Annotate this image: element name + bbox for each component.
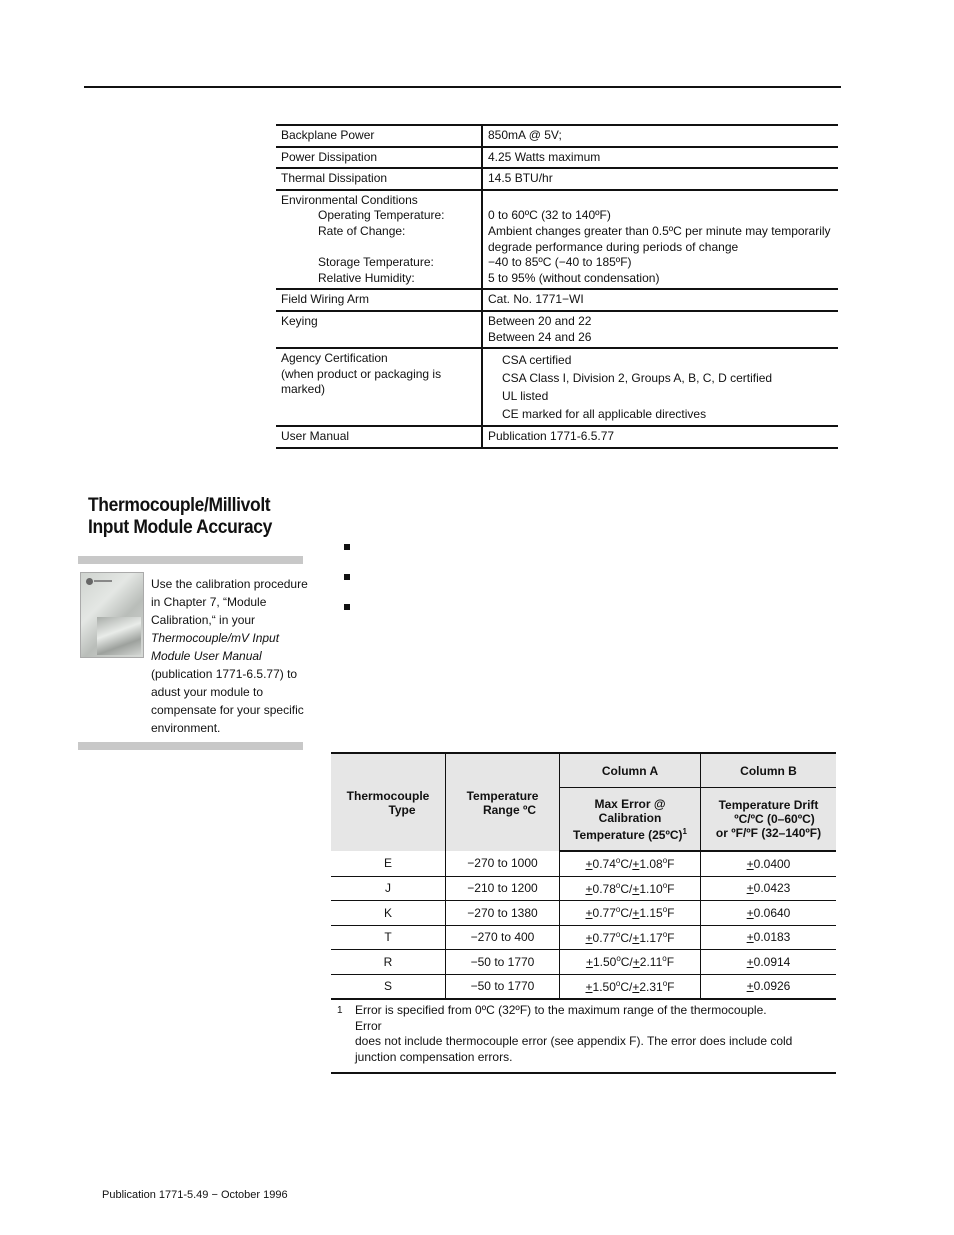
accuracy-header-row	[331, 753, 836, 788]
footnote-row	[331, 999, 836, 1073]
bullet-icon	[344, 544, 350, 550]
cell-range: −270 to 400	[446, 925, 560, 950]
spec-value: 850mA @ 5V;	[482, 125, 838, 147]
cell-type: K	[331, 901, 446, 926]
spec-value-environment	[482, 190, 838, 290]
spec-row-agency	[276, 348, 838, 426]
cell-range: −270 to 1000	[446, 851, 560, 876]
cell-range: −210 to 1200	[446, 876, 560, 901]
agency-label-3: marked)	[281, 382, 326, 397]
cell-range: −50 to 1770	[446, 950, 560, 975]
op-temp-label: Operating Temperature:	[318, 208, 445, 223]
header-max-error: Max Error @ Calibration Temperature (25ºC)$^1$	[560, 788, 701, 852]
table-row	[331, 876, 836, 901]
cell-drift: +0.0183	[701, 925, 837, 950]
header-column-b: Column B	[701, 753, 837, 788]
cert-item: CSA Class I, Division 2, Groups A, B, C, D certified	[502, 371, 773, 386]
humidity-label: Relative Humidity:	[318, 270, 415, 285]
cell-drift: +0.0914	[701, 950, 837, 975]
rate-label: Rate of Change:	[318, 223, 406, 238]
op-temp-value: 0 to 60ºC (32 to 140ºF)	[488, 208, 611, 223]
cell-type: E	[331, 851, 446, 876]
table-row	[331, 851, 836, 876]
cell-type: R	[331, 950, 446, 975]
agency-label-1: Agency Certification	[281, 351, 388, 366]
bullet-icon	[344, 604, 350, 610]
table-footnote: 1 Error is specified from 0ºC (32ºF) to the maximum range of the thermocouple. Error does not include thermocouple error (see appendix F). The error does include cold junction compensation errors.	[331, 999, 836, 1073]
spec-value: Cat. No. 1771−WI	[482, 289, 838, 311]
spec-row-thermal-dissipation	[276, 168, 838, 190]
cell-max-error: $+0.74^oC/+1.08^oF$	[560, 851, 701, 876]
cell-max-error: $+0.78^oC/+1.10^oF$	[560, 876, 701, 901]
cell-max-error: $+1.50^oC/+2.11^oF$	[560, 950, 701, 975]
spec-label-environment	[276, 190, 482, 290]
spec-label: Thermal Dissipation	[276, 168, 482, 190]
rate-value-2: degrade performance during periods of change	[488, 239, 739, 254]
environment-label: Environmental Conditions	[281, 192, 418, 207]
spec-row-field-wiring	[276, 289, 838, 311]
keying-value-1: Between 20 and 22	[488, 313, 592, 328]
storage-label: Storage Temperature:	[318, 255, 434, 270]
spec-label: Backplane Power	[276, 125, 482, 147]
spec-value: 4.25 Watts maximum	[482, 147, 838, 169]
agency-label-2: (when product or packaging is	[281, 366, 442, 381]
section-heading	[88, 495, 290, 539]
cert-item: CSA certified	[502, 353, 572, 368]
section-heading-line-2: Input Module Accuracy	[88, 517, 272, 538]
bullet-icon	[344, 574, 350, 580]
section-heading-line-1: Thermocouple/Millivolt	[88, 495, 271, 516]
keying-value-2: Between 24 and 26	[488, 329, 592, 344]
cell-drift: +0.0423	[701, 876, 837, 901]
cell-type: T	[331, 925, 446, 950]
cell-max-error: $+0.77^oC/+1.17^oF$	[560, 925, 701, 950]
spec-row-backplane-power	[276, 125, 838, 147]
top-rule	[84, 86, 841, 88]
spec-row-user-manual	[276, 426, 838, 448]
rate-value-1: Ambient changes greater than 0.5ºC per minute may temporarily	[488, 223, 831, 238]
spec-label: User Manual	[276, 426, 482, 448]
table-row	[331, 925, 836, 950]
storage-value: −40 to 85ºC (−40 to 185ºF)	[488, 255, 632, 270]
cell-drift: +0.0926	[701, 974, 837, 999]
accuracy-table	[331, 752, 836, 1074]
spec-row-environmental	[276, 190, 838, 290]
cell-drift: +0.0640	[701, 901, 837, 926]
spec-value-agency	[482, 348, 838, 426]
cell-type: S	[331, 974, 446, 999]
cell-max-error: $+0.77^oC/+1.15^oF$	[560, 901, 701, 926]
spec-value: 14.5 BTU/hr	[482, 168, 838, 190]
cell-max-error: $+1.50^oC/+2.31^oF$	[560, 974, 701, 999]
table-row	[331, 901, 836, 926]
table-row	[331, 974, 836, 999]
spec-label: Field Wiring Arm	[276, 289, 482, 311]
note-top-bar	[78, 556, 303, 564]
calibration-note: Use the calibration procedure in Chapter 7, “Module Calibration,“ in your Thermocouple/mV Input Module User Manual (publication 1771-6.5.77) to adust your module to compensate for your specific environment.	[151, 577, 308, 735]
header-temperature-range: Temperature Range ºC	[446, 753, 560, 851]
cell-range: −50 to 1770	[446, 974, 560, 999]
page-footer: Publication 1771-5.49 − October 1996	[102, 1189, 288, 1201]
spec-row-keying	[276, 311, 838, 348]
header-temperature-drift: Temperature Drift ºC/ºC (0–60ºC) or ºF/ºF (32–140ºF)	[701, 788, 837, 852]
spec-label-agency	[276, 348, 482, 426]
humidity-value: 5 to 95% (without condensation)	[488, 270, 660, 285]
spec-value-keying	[482, 311, 838, 348]
header-column-a: Column A	[560, 753, 701, 788]
cert-item: CE marked for all applicable directives	[502, 407, 707, 422]
table-row	[331, 950, 836, 975]
manual-cover-icon	[80, 572, 144, 658]
cell-type: J	[331, 876, 446, 901]
spec-row-power-dissipation	[276, 147, 838, 169]
spec-value: Publication 1771-6.5.77	[482, 426, 838, 448]
cell-drift: +0.0400	[701, 851, 837, 876]
spec-label: Keying	[276, 311, 482, 348]
accuracy-body	[331, 851, 836, 999]
header-thermocouple-type: Thermocouple Type	[331, 753, 446, 851]
note-bottom-bar	[78, 742, 303, 750]
cert-item: UL listed	[502, 389, 549, 404]
spec-label: Power Dissipation	[276, 147, 482, 169]
specifications-table	[276, 124, 838, 449]
cell-range: −270 to 1380	[446, 901, 560, 926]
